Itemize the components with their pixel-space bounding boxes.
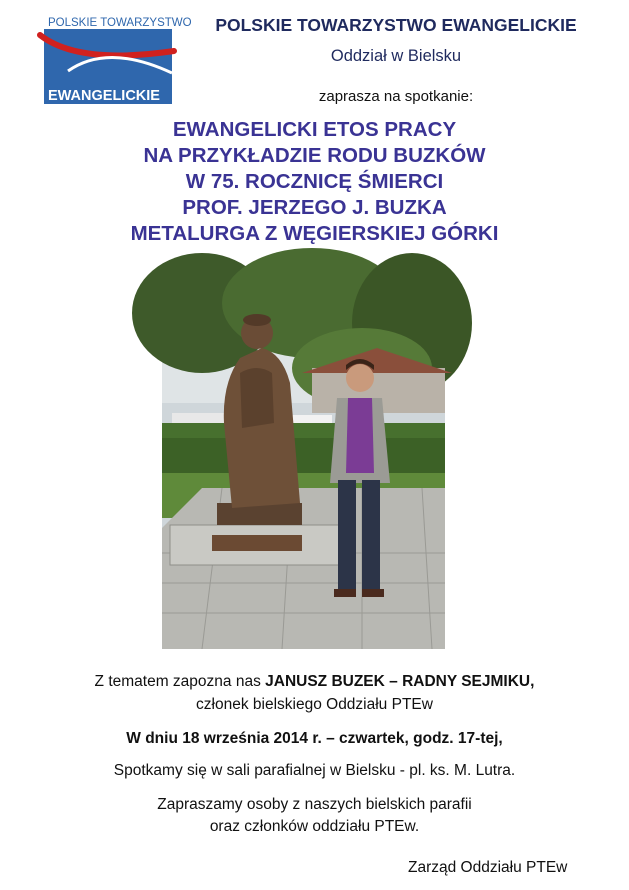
invite-line-2: oraz członków oddziału PTEw. — [209, 818, 420, 835]
branch-name: Oddział w Bielsku — [330, 47, 462, 65]
headline — [0, 117, 629, 247]
place-line: Spotkamy się w sali parafialnej w Bielsku - pl. ks. M. Lutra. — [113, 762, 516, 779]
headline-line: METALURGA Z WĘGIERSKIEJ GÓRKI — [130, 222, 499, 245]
speaker-name: JANUSZ BUZEK – RADNY SEJMIKU, — [265, 673, 535, 690]
speaker-line — [0, 673, 629, 691]
date-line: W dniu 18 września 2014 r. – czwartek, godz. 17-tej, — [126, 730, 503, 747]
headline-line: EWANGELICKI ETOS PRACY — [172, 118, 457, 141]
headline-line: W 75. ROCZNICĘ ŚMIERCI — [185, 170, 444, 193]
org-name: POLSKIE TOWARZYSTWO EWANGELICKIE — [215, 15, 577, 35]
logo-bottom-text: EWANGELICKIE — [48, 88, 160, 104]
event-photo — [162, 273, 445, 649]
signature: Zarząd Oddziału PTEw — [408, 859, 568, 876]
headline-line: PROF. JERZEGO J. BUZKA — [182, 196, 447, 219]
speaker-role: członek bielskiego Oddziału PTEw — [196, 696, 433, 713]
invite-text: zaprasza na spotkanie: — [318, 88, 474, 105]
pte-logo — [38, 13, 192, 105]
speaker-prefix: Z tematem zapozna nas — [94, 673, 266, 690]
logo-top-text: POLSKIE TOWARZYSTWO — [48, 17, 192, 29]
headline-line: NA PRZYKŁADZIE RODU BUZKÓW — [143, 144, 486, 167]
invite-line-1: Zapraszamy osoby z naszych bielskich parafii — [157, 796, 472, 813]
